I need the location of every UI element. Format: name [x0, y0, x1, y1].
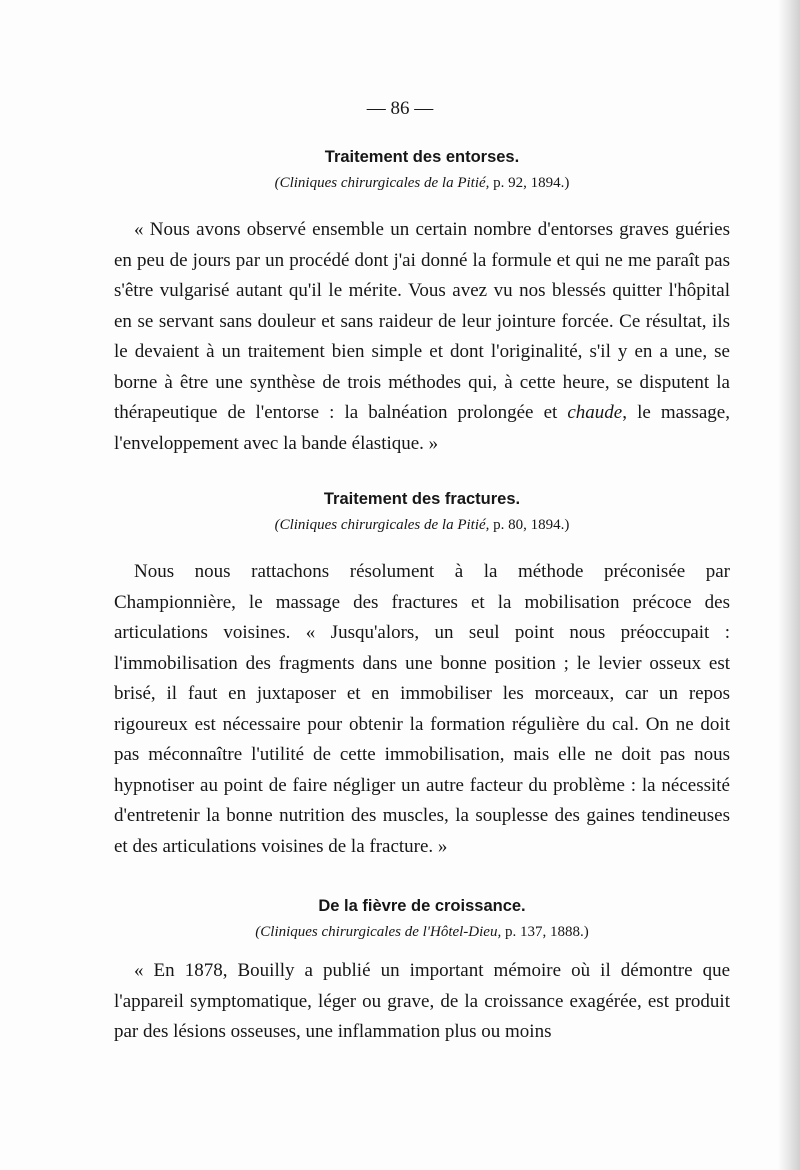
citation-source: Cliniques chirurgicales de l'Hôtel-Dieu,: [260, 924, 502, 940]
paragraph-text: , le massage, l'enveloppement avec la bande élastique. »: [114, 402, 730, 454]
citation-open: (: [274, 517, 280, 533]
citation-fievre: [114, 922, 730, 942]
page-content: [114, 145, 730, 1048]
section-title-fievre: De la fièvre de croissance.: [318, 897, 526, 915]
citation-fractures: [114, 515, 730, 535]
paragraph-fievre: « En 1878, Bouilly a publié un important mémoire où il démontre que l'appareil symptomatique, léger ou grave, de la croissance exagérée, est produit par des lésions osseuses, une inflammation plus ou moins: [114, 960, 730, 1042]
citation-open: (: [274, 175, 280, 191]
page-number: — 86 —: [366, 98, 434, 119]
paragraph-entorses: [114, 215, 730, 459]
paragraph-fractures: Nous nous rattachons résolument à la méthode préconisée par Championnière, le massage des fractures et la mobilisation précoce des articulations voisines. « Jusqu'alors, un seul point nous préoccupait : l'immobilisation des fragments dans une bonne position ; le levier osseux est brisé, il faut en juxtaposer et en immobiliser les morceaux, car un repos rigoureux est nécessaire pour obtenir la formation régulière du cal. On ne doit pas méconnaître l'utilité de cette immobilisation, mais elle ne doit pas nous hypnotiser au point de faire négliger un autre facteur du problème : la nécessité d'entretenir la bonne nutrition des muscles, la souplesse des gaines tendineuses et des articulations voisines de la fracture. »: [114, 561, 730, 857]
citation-open: (: [255, 924, 261, 940]
paragraph-emphasis: chaude: [567, 402, 623, 423]
citation-pages: p. 80, 1894.): [489, 517, 570, 533]
citation-pages: p. 137, 1888.): [501, 924, 589, 940]
section-title-fractures: Traitement des fractures.: [323, 490, 521, 508]
page-edge-shadow: [778, 0, 800, 1170]
citation-source: Cliniques chirurgicales de la Pitié,: [279, 175, 490, 191]
paragraph-text: « Nous avons observé ensemble un certain nombre d'entorses graves guéries en peu de jours par un procédé dont j'ai donné la formule et qui ne me paraît pas s'être vulgarisé autant qu'il le mérite. Vous avez vu nos blessés quitter l'hôpital en se servant sans douleur et sans raideur de leur jointure forcée. Ce résultat, ils le devaient à un traitement bien simple et dont l'originalité, s'il y en a une, se borne à être une synthèse de trois méthodes qui, à cette heure, se disputent la thérapeutique de l'entorse : la balnéation prolongée et: [114, 219, 730, 423]
citation-pages: p. 92, 1894.): [489, 175, 570, 191]
citation-entorses: [114, 173, 730, 193]
section-title-entorses: Traitement des entorses.: [324, 148, 520, 166]
citation-source: Cliniques chirurgicales de la Pitié,: [279, 517, 490, 533]
